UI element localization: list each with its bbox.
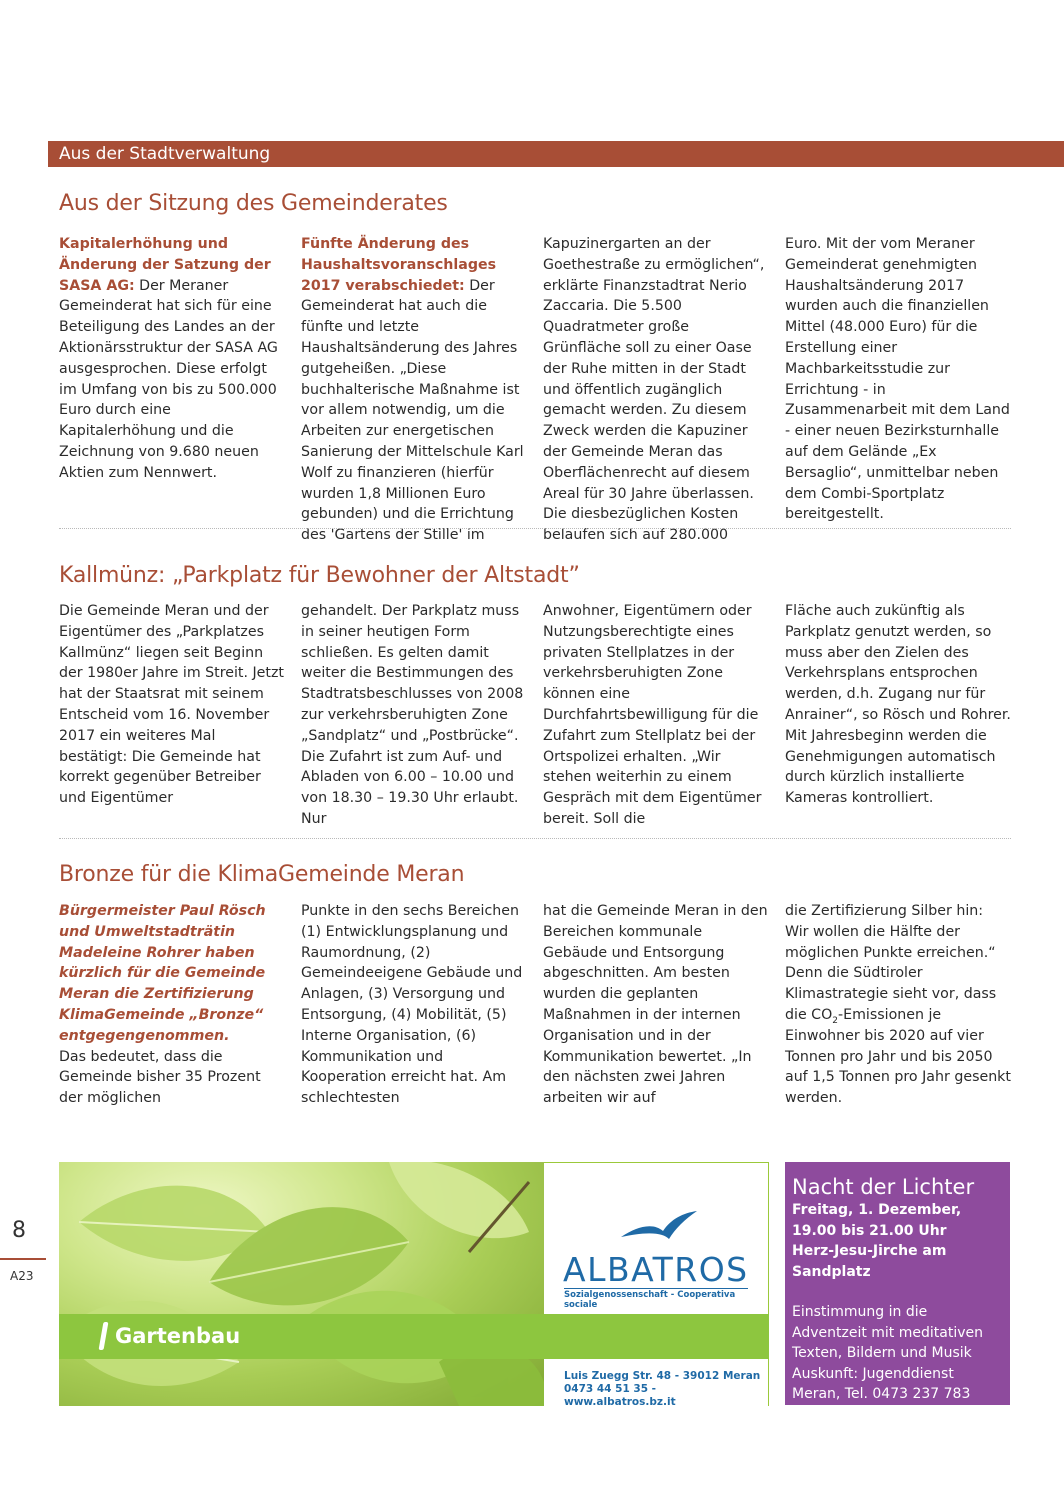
ad-address: Luis Zuegg Str. 48 - 39012 Meran <box>564 1370 761 1382</box>
article3-col2-text: Punkte in den sechs Bereichen (1) Entwicklungsplanung und Raumordnung, (2) Gemeindeeigene Gebäude und Anlagen, (3) Versorgung und Entsorgung, (4) Mobilität, (5) Interne Organisation, (6) Kommunikation und Kooperation erreicht hat. Am schlechtesten <box>301 903 523 1107</box>
article1-title: Aus der Sitzung des Gemeinderates <box>59 191 448 216</box>
event-title: Nacht der Lichter <box>792 1175 975 1199</box>
article1-col2 <box>301 234 527 546</box>
article1-col4 <box>785 234 1011 525</box>
article1-col1 <box>59 234 285 484</box>
article2-col4 <box>785 601 1011 809</box>
article3-col1-lead: Bürgermeister Paul Rösch und Umweltstadträtin Madeleine Rohrer haben kürzlich für die Gemeinde Meran die Zertifizierung KlimaGemeinde „Bronze“ entgegengenommen. <box>59 903 266 1044</box>
article3-col3-text: hat die Gemeinde Meran in den Bereichen kommunale Gebäude und Entsorgung abgeschnitten. Am besten wurden die geplanten Maßnahmen in der internen Organisation und in der Kommunikation bewertet. „In den nächsten zwei Jahren arbeiten wir auf <box>543 903 768 1107</box>
page-code: A23 <box>10 1269 34 1283</box>
article1-col2-lead: Fünfte Änderung des Haushaltsvoranschlages 2017 verabschiedet: <box>301 236 497 294</box>
ad-contact <box>564 1370 769 1406</box>
article3-col2 <box>301 901 527 1109</box>
article1-col1-text: Der Meraner Gemeinderat hat sich für eine Beteiligung des Landes an der Aktionärsstruktur der SASA AG ausgesprochen. Diese erfolgt im Umfang von bis zu 500.000 Euro durch eine Kapitalerhöhung und die Zeichnung von 9.680 neuen Aktien zum Nennwert. <box>59 277 278 481</box>
article2-col3-text: Anwohner, Eigentümern oder Nutzungsberechtigte eines privaten Stellplatzes in der verkehrsberuhigten Zone können eine Durchfahrtsbewilligung für die Zufahrt zum Stellplatz bei der Ortspolizei erhalten. „Wir stehen weiterhin zu einem Gespräch mit dem Eigentümer bereit. Soll die <box>543 603 762 827</box>
article3-col4 <box>785 901 1011 1109</box>
event-info: Auskunft: Jugenddienst Meran, Tel. 0473 237 783 <box>792 1365 971 1402</box>
article2-col1-text: Die Gemeinde Meran und der Eigentümer des „Parkplatzes Kallmünz“ liegen seit Beginn der 1980er Jahre im Streit. Jetzt hat der Staatsrat mit seinem Entscheid vom 16. November 2017 ein weiteres Mal bestätigt: Die Gemeinde hat korrekt gegenüber Betreiber und Eigentümer <box>59 603 284 807</box>
article2-col1 <box>59 601 285 809</box>
article3-col4-text-b: -Emissionen je Einwohner bis 2020 auf vier Tonnen pro Jahr und bis 2050 auf 1,5 Tonnen pro Jahr gesenkt werden. <box>785 1006 1011 1107</box>
event-date: Freitag, 1. Dezember, <box>792 1202 962 1218</box>
article3-col4-text-a: die Zertifizierung Silber hin: Wir wollen die Hälfte der möglichen Punkte erreichen.“ Denn die Südtiroler Klimastrategie sieht vor, dass die CO <box>785 903 997 1023</box>
ad-phone-web: 0473 44 51 35 - www.albatros.bz.it <box>564 1383 676 1406</box>
article1-col1-lead: Kapitalerhöhung und Änderung der Satzung der SASA AG: <box>59 236 271 294</box>
albatros-tagline: Sozialgenossenschaft - Cooperativa sociale <box>564 1290 736 1310</box>
divider-1 <box>59 528 1011 529</box>
event-location: Herz-Jesu-Jirche am Sandplatz <box>792 1243 947 1280</box>
article3-col1 <box>59 901 285 1109</box>
page-number: 8 <box>12 1218 26 1243</box>
leaves-photo <box>59 1162 544 1406</box>
article2-title: Kallmünz: „Parkplatz für Bewohner der Altstadt” <box>59 563 580 588</box>
article1-col4-text: Euro. Mit der vom Meraner Gemeinderat genehmigten Haushaltsänderung 2017 wurden auch die finanziellen Mittel (48.000 Euro) für die Erstellung einer Machbarkeitsstudie zur Errichtung - in Zusammenarbeit mit dem Land - einer neuen Bezirksturnhalle auf dem Gelände „Ex Bersaglio“, unmittelbar neben dem Combi-Sportplatz bereitgestellt. <box>785 236 1010 523</box>
section-header: Aus der Stadtverwaltung <box>48 141 1064 167</box>
article3-col1-text: Das bedeutet, dass die Gemeinde bisher 35 Prozent der möglichen <box>59 1048 261 1107</box>
article1-col3 <box>543 234 769 546</box>
albatros-logo-rule <box>564 1288 748 1289</box>
article2-col4-text: Fläche auch zukünftig als Parkplatz genutzt werden, so muss aber den Zielen des Verkehrsplans entsprochen werden, d.h. Zugang nur für Anrainer“, so Rösch und Rohrer. Mit Jahresbeginn werden die Genehmigungen automatisch durch kürzlich installierte Kameras kontrolliert. <box>785 603 1011 807</box>
leaves-illustration <box>59 1162 544 1406</box>
event-box <box>785 1162 1010 1405</box>
article2-col2 <box>301 601 527 830</box>
article2-col3 <box>543 601 769 830</box>
event-description: Einstimmung in die Adventzeit mit meditativen Texten, Bildern und Musik <box>792 1304 983 1361</box>
article3-title: Bronze für die KlimaGemeinde Meran <box>59 862 465 887</box>
divider-2 <box>59 838 1011 839</box>
article3-col3 <box>543 901 769 1109</box>
co2-subscript: 2 <box>832 1015 838 1026</box>
article1-col2-text: Der Gemeinderat hat auch die fünfte und letzte Haushaltsänderung des Jahres gutgeheißen. „Diese buchhalterische Maßnahme ist vor allem notwendig, um die Arbeiten zur energetischen Sanierung der Mittelschule Karl Wolf zu finanzieren (hierfür wurden 1,8 Millionen Euro gebunden) und die Errichtung des 'Gartens der Stille' im <box>301 277 524 544</box>
albatros-bird-icon <box>619 1207 699 1247</box>
event-time: 19.00 bis 21.00 Uhr <box>792 1222 947 1239</box>
article1-col3-text: Kapuzinergarten an der Goethestraße zu ermöglichen“, erklärte Finanzstadtrat Nerio Zaccaria. Die 5.500 Quadratmeter große Grünfläche soll zu einer Oase der Ruhe mitten in der Stadt und öffentlich zugänglich gemacht werden. Zu diesem Zweck werden die Kapuziner der Gemeinde Meran das Oberflächenrecht auf diesem Areal für 30 Jahre überlassen. Die diesbezüglichen Kosten belaufen sich auf 280.000 <box>543 236 765 544</box>
article2-col2-text: gehandelt. Der Parkplatz muss in seiner heutigen Form schließen. Es gelten damit weiter die Bestimmungen des Stadtratsbeschlusses von 2008 zur verkehrsberuhigten Zone „Sandplatz“ und „Postbrücke“. Die Zufahrt ist zum Auf- und Abladen von 6.00 – 10.00 und von 18.30 – 19.30 Uhr erlaubt. Nur <box>301 603 524 827</box>
albatros-advertisement <box>59 1162 769 1406</box>
ad-service-label: Gartenbau <box>115 1324 241 1348</box>
page-number-rule <box>0 1258 46 1260</box>
albatros-logo-text: ALBATROS <box>563 1250 749 1289</box>
